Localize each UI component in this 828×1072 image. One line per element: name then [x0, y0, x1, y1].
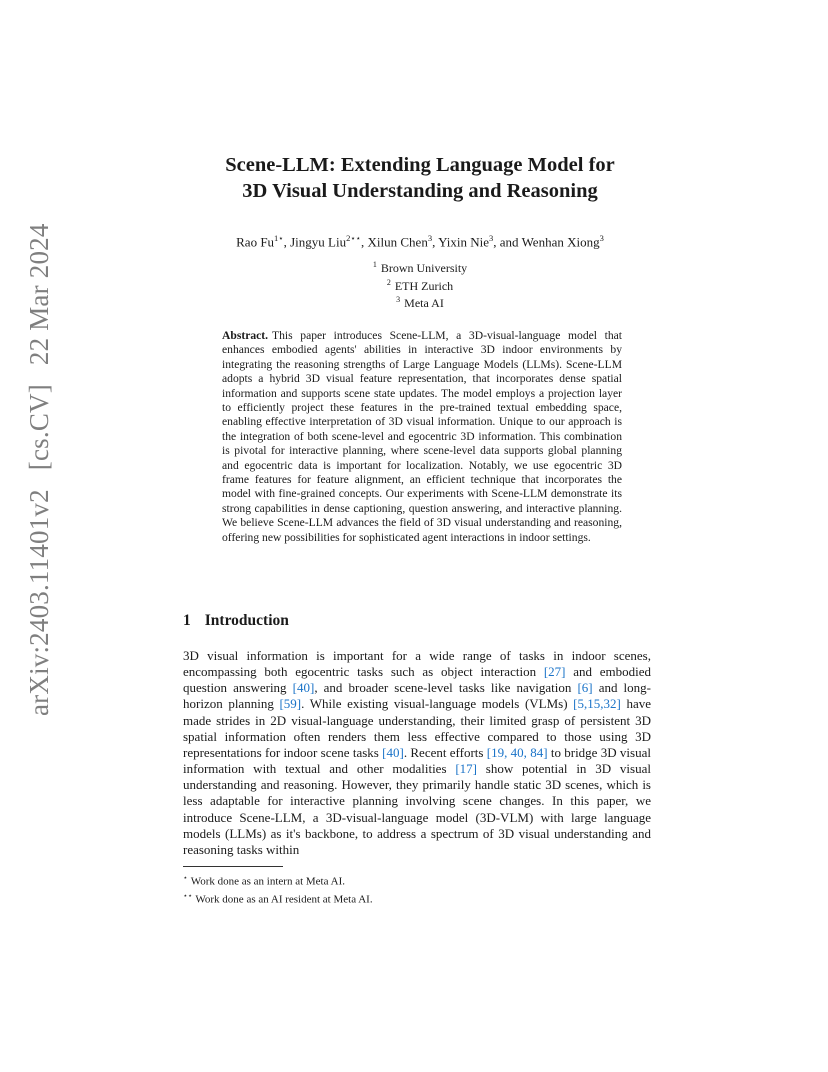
author-name: Yixin Nie: [438, 234, 490, 250]
body-text-run: show potential in 3D visual understanding and reasoning. However, they primarily handle static 3D scenes, which is less adaptable for interactive planning involving scene changes. In this paper, we introduce Scene-LLM, a 3D-visual-language model (3D-VLM) with large language models (LLMs) as it's backbone, to address a spectrum of 3D visual understanding and reasoning tasks within: [183, 761, 651, 857]
footnote-mark: ⋆: [183, 873, 188, 882]
title-line-1: Scene-LLM: Extending Language Model for: [225, 154, 615, 176]
citation-link[interactable]: [17]: [455, 761, 477, 777]
author-mark: 2⋆⋆: [346, 233, 362, 243]
author-name: Wenhan Xiong: [521, 234, 600, 250]
author-mark: 3: [427, 233, 433, 243]
citation-link[interactable]: [59]: [279, 696, 302, 712]
affiliation: [300, 293, 540, 311]
body-text-run: , and broader scene-level tasks like navigation: [314, 680, 578, 696]
affiliation-number: 1: [372, 260, 377, 269]
body-text-run: to bridge 3D visual information with textual and other modalities: [183, 744, 651, 777]
affiliation: [300, 276, 540, 294]
footnote: [183, 871, 623, 889]
citation-link[interactable]: [40]: [382, 744, 404, 760]
author-list: Rao $Fu^{1⋆}$, Jingyu Liu$^{2⋆⋆}$, Xilun Chen$^3$, Yixin Nie$^3$, and Wenhan Xiong$^3$: [236, 233, 604, 250]
section-number: 1: [183, 612, 191, 629]
affiliation-name: ETH Zurich: [394, 278, 454, 293]
affiliation-name: Brown University: [380, 261, 468, 275]
footnotes: [183, 871, 623, 907]
footnote-text: Work done as an intern at Meta AI.: [190, 875, 345, 888]
author-name: Rao Fu: [236, 234, 275, 250]
arxiv-category: [cs.CV]: [24, 384, 54, 471]
author-mark: 3: [489, 233, 494, 243]
citation-link[interactable]: [6]: [577, 680, 593, 696]
affiliation-name: Meta AI: [404, 296, 444, 310]
arxiv-stamp: [22, 223, 56, 716]
author-mark: 3: [599, 233, 604, 243]
body-text-run: 3D visual information is important for a wide range of tasks in indoor scenes, encompassing both egocentric tasks such as object interaction: [183, 648, 651, 680]
affiliation: [300, 258, 540, 276]
introduction-paragraph: [183, 648, 651, 858]
footnote-text: Work done as an AI resident at Meta AI.: [195, 893, 373, 906]
body-text-run: . Recent efforts: [403, 744, 487, 760]
affiliation-list: [300, 258, 540, 311]
author-name: Jingyu Liu: [290, 234, 347, 250]
author-name: Xilun Chen: [367, 234, 428, 250]
section-heading: [183, 612, 289, 630]
abstract: [222, 329, 622, 545]
body-text-run: and embodied question answering: [183, 664, 651, 696]
affiliation-number: 2: [386, 277, 391, 287]
arxiv-id: arXiv:2403.11401v2: [24, 489, 54, 716]
body-text-run: . While existing visual-language models (VLMs): [301, 696, 574, 712]
author-mark: 1⋆: [274, 233, 284, 243]
paper-title: [150, 152, 690, 204]
footnote: [183, 889, 623, 907]
footnote-mark: ⋆⋆: [183, 891, 193, 901]
footnote-rule: [183, 866, 283, 867]
citation-link[interactable]: [5,15,32]: [573, 696, 621, 712]
arxiv-date: 22 Mar 2024: [24, 223, 54, 366]
citation-link[interactable]: [19, 40, 84]: [486, 744, 548, 760]
abstract-label: Abstract.: [222, 329, 269, 342]
section-title: Introduction: [204, 612, 289, 629]
body-text-run: have made strides in 2D visual-language understanding, their limited grasp of persistent 3D spatial information often renders them less effective compared to those using 3D representations for indoor scene tasks: [183, 696, 651, 760]
title-line-2: 3D Visual Understanding and Reasoning: [242, 180, 598, 202]
citation-link[interactable]: [27]: [543, 664, 566, 680]
abstract-text: This paper introduces Scene-LLM, a 3D-visual-language model that enhances embodied agents' abilities in interactive 3D indoor environments by integrating the reasoning strengths of Large Language Models (LLMs). Scene-LLM adopts a hybrid 3D visual feature representation, that incorporates dense spatial information and supports scene state updates. The model employs a projection layer to efficiently project these features in the pre-trained textual embedding space, enabling effective interpretation of 3D visual information. Unique to our approach is the integration of both scene-level and egocentric 3D information. This combination is pivotal for interactive planning, where scene-level data supports global planning and egocentric data is important for localization. Notably, we use egocentric 3D frame features for feature alignment, an efficient technique that incorporates the model with fine-grained concepts. Our experiments with Scene-LLM demonstrate its strong capabilities in dense captioning, question answering, and interactive planning. We believe Scene-LLM advances the field of 3D visual understanding and reasoning, offering new possibilities for sophisticated agent interactions in indoor settings.: [222, 329, 622, 544]
author-conjunction: and: [499, 234, 519, 250]
citation-link[interactable]: [40]: [292, 680, 315, 696]
body-text-run: and long-horizon planning: [183, 680, 651, 712]
affiliation-number: 3: [396, 295, 401, 304]
